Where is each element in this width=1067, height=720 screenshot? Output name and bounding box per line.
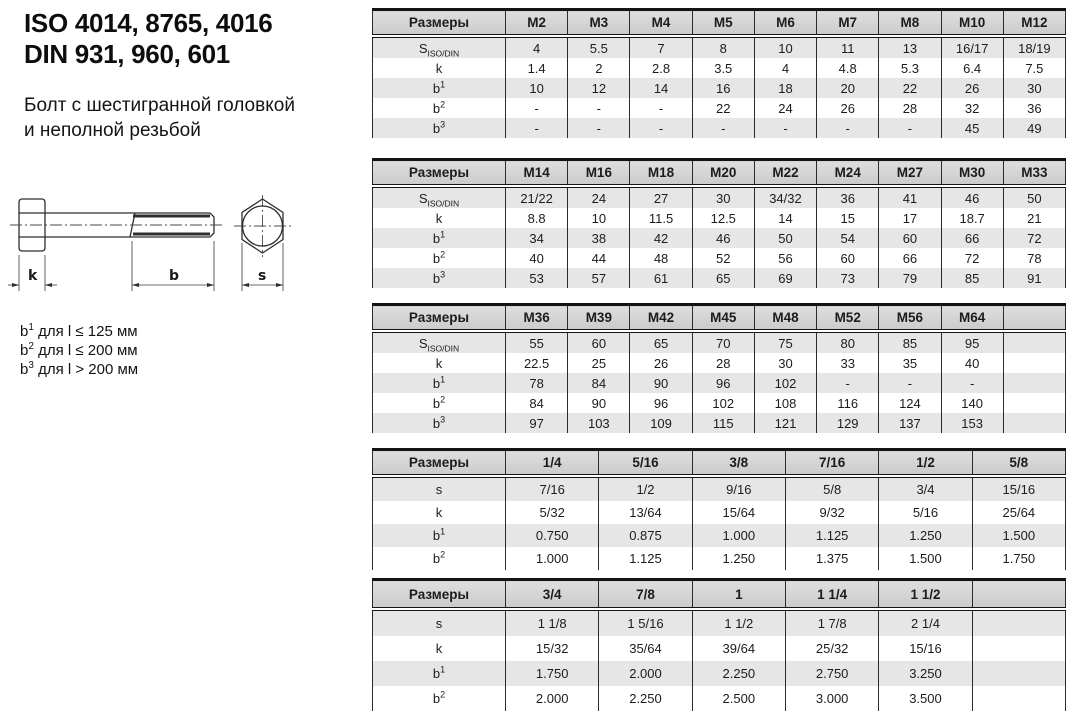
value-cell: 115 [692, 413, 754, 433]
value-cell: 40 [941, 353, 1003, 373]
value-cell: 61 [630, 268, 692, 288]
table-row [373, 609, 1066, 636]
value-cell [1003, 373, 1065, 393]
size-column-header: 1 1/4 [785, 580, 878, 610]
size-column-header: M45 [692, 305, 754, 332]
value-cell: 1.750 [506, 661, 599, 686]
value-cell: 5.3 [879, 58, 941, 78]
row-label: k [373, 58, 506, 78]
value-cell: 96 [630, 393, 692, 413]
value-cell: 24 [568, 186, 630, 208]
value-cell: 28 [879, 98, 941, 118]
value-cell: 5/32 [506, 501, 599, 524]
value-cell: - [879, 118, 941, 138]
value-cell: 26 [817, 98, 879, 118]
value-cell: 25 [568, 353, 630, 373]
size-column-header: M14 [506, 160, 568, 187]
value-cell: 46 [692, 228, 754, 248]
value-cell: 3.5 [692, 58, 754, 78]
table-row [373, 524, 1066, 547]
size-column-header: M48 [754, 305, 816, 332]
value-cell: 1.500 [879, 547, 972, 570]
value-cell: - [568, 118, 630, 138]
table-row [373, 393, 1066, 413]
value-cell: 65 [630, 331, 692, 353]
table-header-row [373, 580, 1066, 610]
value-cell: 17 [879, 208, 941, 228]
value-cell: - [879, 373, 941, 393]
value-cell: 30 [1003, 78, 1065, 98]
value-cell: 45 [941, 118, 1003, 138]
row-label: $b^3$ [373, 118, 506, 138]
table-row [373, 268, 1066, 288]
value-cell: 109 [630, 413, 692, 433]
row-label: k [373, 353, 506, 373]
value-cell: 102 [754, 373, 816, 393]
value-cell: 50 [1003, 186, 1065, 208]
dimension-b [132, 241, 214, 291]
value-cell: 28 [692, 353, 754, 373]
value-cell: - [692, 118, 754, 138]
value-cell: 24 [754, 98, 816, 118]
value-cell: 1.375 [785, 547, 878, 570]
metric-table-m36-m64 [372, 303, 1066, 433]
size-column-header: 1/4 [506, 450, 599, 477]
value-cell: 15/32 [506, 636, 599, 661]
value-cell: 5.5 [568, 36, 630, 58]
value-cell: 90 [568, 393, 630, 413]
value-cell: 3.250 [879, 661, 972, 686]
row-label: s [373, 476, 506, 501]
sizes-header-cell: Размеры [373, 450, 506, 477]
value-cell: 1 7/8 [785, 609, 878, 636]
table-row [373, 413, 1066, 433]
value-cell: 103 [568, 413, 630, 433]
value-cell: 79 [879, 268, 941, 288]
value-cell: 102 [692, 393, 754, 413]
size-column-header: 5/8 [972, 450, 1065, 477]
inch-table-3-4-to-1-1-2 [372, 578, 1066, 711]
value-cell: 20 [817, 78, 879, 98]
size-column-header: 1 1/2 [879, 580, 972, 610]
size-column-header: 3/4 [506, 580, 599, 610]
footnote-b3: $b^3$ для l > 200 мм [20, 360, 139, 378]
row-label: $b^3$ [373, 268, 506, 288]
size-column-header: M7 [817, 10, 879, 37]
size-column-header: M30 [941, 160, 1003, 187]
value-cell: 50 [754, 228, 816, 248]
size-column-header: M6 [754, 10, 816, 37]
value-cell: 33 [817, 353, 879, 373]
table-row [373, 78, 1066, 98]
size-column-header: M18 [630, 160, 692, 187]
value-cell: 25/32 [785, 636, 878, 661]
value-cell: 69 [754, 268, 816, 288]
row-label: $b^1$ [373, 78, 506, 98]
value-cell: 60 [879, 228, 941, 248]
value-cell: 32 [941, 98, 1003, 118]
value-cell [972, 636, 1065, 661]
value-cell: 15/16 [972, 476, 1065, 501]
value-cell [972, 661, 1065, 686]
value-cell: 2.000 [599, 661, 692, 686]
document-title [24, 8, 272, 70]
value-cell: 5/8 [785, 476, 878, 501]
value-cell: 8.8 [506, 208, 568, 228]
value-cell: 80 [817, 331, 879, 353]
row-label: $b^1$ [373, 228, 506, 248]
table-row [373, 36, 1066, 58]
value-cell: 16/17 [941, 36, 1003, 58]
size-column-header: M3 [568, 10, 630, 37]
size-column-header: M39 [568, 305, 630, 332]
value-cell: 46 [941, 186, 1003, 208]
value-cell [1003, 393, 1065, 413]
value-cell: 21 [1003, 208, 1065, 228]
inch-table-quarter-to-5-8 [372, 448, 1066, 570]
value-cell: 90 [630, 373, 692, 393]
value-cell: 153 [941, 413, 1003, 433]
value-cell: 7/16 [506, 476, 599, 501]
value-cell: 2.250 [692, 661, 785, 686]
size-column-header: M4 [630, 10, 692, 37]
value-cell: 42 [630, 228, 692, 248]
value-cell: 44 [568, 248, 630, 268]
value-cell: 9/32 [785, 501, 878, 524]
size-column-header [1003, 305, 1065, 332]
value-cell: 70 [692, 331, 754, 353]
sizes-header-cell: Размеры [373, 580, 506, 610]
row-label: $b^2$ [373, 248, 506, 268]
metric-table-m2-m12 [372, 8, 1066, 138]
value-cell: 7 [630, 36, 692, 58]
row-label: $S_{ISO/DIN}$ [373, 186, 506, 208]
value-cell: 41 [879, 186, 941, 208]
value-cell: 18/19 [1003, 36, 1065, 58]
value-cell: 48 [630, 248, 692, 268]
size-column-header: M56 [879, 305, 941, 332]
row-label: $b^2$ [373, 98, 506, 118]
value-cell [972, 686, 1065, 711]
value-cell: - [630, 98, 692, 118]
value-cell: 52 [692, 248, 754, 268]
value-cell: 1.750 [972, 547, 1065, 570]
value-cell: 15 [817, 208, 879, 228]
row-label: $b^1$ [373, 661, 506, 686]
value-cell: 1 1/2 [692, 609, 785, 636]
value-cell: 18 [754, 78, 816, 98]
value-cell: 75 [754, 331, 816, 353]
value-cell: 55 [506, 331, 568, 353]
value-cell: 60 [568, 331, 630, 353]
value-cell: 16 [692, 78, 754, 98]
row-label: $b^2$ [373, 686, 506, 711]
value-cell: 27 [630, 186, 692, 208]
value-cell: 35/64 [599, 636, 692, 661]
value-cell: 0.875 [599, 524, 692, 547]
sizes-header-cell: Размеры [373, 160, 506, 187]
value-cell: 4 [754, 58, 816, 78]
value-cell [972, 609, 1065, 636]
row-label: $b^2$ [373, 547, 506, 570]
table-row [373, 501, 1066, 524]
value-cell: 7.5 [1003, 58, 1065, 78]
value-cell: 66 [879, 248, 941, 268]
value-cell: 40 [506, 248, 568, 268]
value-cell: 18.7 [941, 208, 1003, 228]
row-label: $b^2$ [373, 393, 506, 413]
size-column-header: 7/16 [785, 450, 878, 477]
table-row [373, 98, 1066, 118]
size-column-header: 1 [692, 580, 785, 610]
value-cell: 10 [568, 208, 630, 228]
value-cell: 12.5 [692, 208, 754, 228]
value-cell: 22 [879, 78, 941, 98]
value-cell: 10 [506, 78, 568, 98]
value-cell: 13/64 [599, 501, 692, 524]
value-cell: 95 [941, 331, 1003, 353]
value-cell: 36 [817, 186, 879, 208]
value-cell: 3/4 [879, 476, 972, 501]
value-cell: 2.250 [599, 686, 692, 711]
value-cell: 13 [879, 36, 941, 58]
value-cell: 2 [568, 58, 630, 78]
value-cell: 14 [630, 78, 692, 98]
size-column-header: 1/2 [879, 450, 972, 477]
value-cell: 11.5 [630, 208, 692, 228]
table-header-row [373, 160, 1066, 187]
table-row [373, 353, 1066, 373]
value-cell: 25/64 [972, 501, 1065, 524]
size-column-header: M22 [754, 160, 816, 187]
table-header-row [373, 305, 1066, 332]
value-cell: 73 [817, 268, 879, 288]
value-cell: 15/64 [692, 501, 785, 524]
value-cell: 1.500 [972, 524, 1065, 547]
table-row [373, 228, 1066, 248]
value-cell: 1.000 [506, 547, 599, 570]
value-cell: - [568, 98, 630, 118]
value-cell: 0.750 [506, 524, 599, 547]
footnote-b1: $b^1$ для l ≤ 125 мм [20, 322, 138, 340]
value-cell: 1.250 [692, 547, 785, 570]
value-cell: 85 [879, 331, 941, 353]
value-cell: 4 [506, 36, 568, 58]
value-cell: 34 [506, 228, 568, 248]
table-row [373, 208, 1066, 228]
size-column-header: M10 [941, 10, 1003, 37]
row-label: k [373, 208, 506, 228]
description-line-1: Болт с шестигранной головкой [24, 95, 295, 116]
value-cell: 15/16 [879, 636, 972, 661]
value-cell: 1 5/16 [599, 609, 692, 636]
value-cell: 1.125 [599, 547, 692, 570]
value-cell: 26 [630, 353, 692, 373]
value-cell: 49 [1003, 118, 1065, 138]
size-column-header: M33 [1003, 160, 1065, 187]
size-column-header: 5/16 [599, 450, 692, 477]
value-cell: 14 [754, 208, 816, 228]
value-cell: 12 [568, 78, 630, 98]
row-label: $S_{ISO/DIN}$ [373, 36, 506, 58]
description-line-2: и неполной резьбой [24, 120, 201, 141]
row-label: $S_{ISO/DIN}$ [373, 331, 506, 353]
value-cell: 2.8 [630, 58, 692, 78]
size-column-header: M24 [817, 160, 879, 187]
value-cell: 30 [754, 353, 816, 373]
dimension-k [8, 255, 57, 291]
table-row [373, 331, 1066, 353]
table-header-row [373, 450, 1066, 477]
value-cell: 65 [692, 268, 754, 288]
value-cell: - [506, 98, 568, 118]
value-cell: 22.5 [506, 353, 568, 373]
footnote-b2: $b^2$ для l ≤ 200 мм [20, 341, 138, 359]
table-row [373, 373, 1066, 393]
value-cell: 84 [568, 373, 630, 393]
metric-table-m14-m33 [372, 158, 1066, 288]
value-cell: 53 [506, 268, 568, 288]
value-cell: 72 [941, 248, 1003, 268]
table-row [373, 661, 1066, 686]
size-column-header: M16 [568, 160, 630, 187]
table-row [373, 118, 1066, 138]
value-cell: 129 [817, 413, 879, 433]
size-column-header [972, 580, 1065, 610]
value-cell: 8 [692, 36, 754, 58]
value-cell: 9/16 [692, 476, 785, 501]
table-row [373, 547, 1066, 570]
product-description [24, 93, 295, 143]
value-cell: - [754, 118, 816, 138]
size-column-header: M36 [506, 305, 568, 332]
size-column-header: M12 [1003, 10, 1065, 37]
row-label: k [373, 636, 506, 661]
row-label: $b^1$ [373, 373, 506, 393]
value-cell: 2.750 [785, 661, 878, 686]
row-label: k [373, 501, 506, 524]
value-cell: 137 [879, 413, 941, 433]
value-cell: 124 [879, 393, 941, 413]
value-cell [1003, 353, 1065, 373]
value-cell: 26 [941, 78, 1003, 98]
value-cell: 84 [506, 393, 568, 413]
value-cell: 140 [941, 393, 1003, 413]
row-label: $b^1$ [373, 524, 506, 547]
value-cell: 1.000 [692, 524, 785, 547]
value-cell: - [941, 373, 1003, 393]
value-cell: 60 [817, 248, 879, 268]
table-row [373, 476, 1066, 501]
value-cell: 2.000 [506, 686, 599, 711]
value-cell: 5/16 [879, 501, 972, 524]
value-cell: - [630, 118, 692, 138]
sizes-header-cell: Размеры [373, 305, 506, 332]
value-cell: - [817, 373, 879, 393]
size-column-header: M2 [506, 10, 568, 37]
size-column-header: M42 [630, 305, 692, 332]
table-row [373, 636, 1066, 661]
title-iso-line: ISO 4014, 8765, 4016 [24, 8, 273, 38]
table-row [373, 248, 1066, 268]
value-cell: 57 [568, 268, 630, 288]
value-cell [1003, 413, 1065, 433]
value-cell: 78 [506, 373, 568, 393]
size-column-header: M8 [879, 10, 941, 37]
value-cell: 96 [692, 373, 754, 393]
title-din-line: DIN 931, 960, 601 [24, 39, 230, 69]
value-cell: 97 [506, 413, 568, 433]
value-cell: 39/64 [692, 636, 785, 661]
value-cell: 78 [1003, 248, 1065, 268]
value-cell: 2 1/4 [879, 609, 972, 636]
sizes-header-cell: Размеры [373, 10, 506, 37]
dimension-label-b: b [169, 268, 180, 284]
value-cell: 91 [1003, 268, 1065, 288]
value-cell: 85 [941, 268, 1003, 288]
value-cell: 56 [754, 248, 816, 268]
value-cell: 54 [817, 228, 879, 248]
value-cell: 1.250 [879, 524, 972, 547]
value-cell: 21/22 [506, 186, 568, 208]
table-row [373, 686, 1066, 711]
value-cell: 108 [754, 393, 816, 413]
value-cell: 10 [754, 36, 816, 58]
value-cell: 30 [692, 186, 754, 208]
value-cell: - [506, 118, 568, 138]
footnotes [20, 322, 138, 379]
table-header-row [373, 10, 1066, 37]
value-cell [1003, 331, 1065, 353]
value-cell: 36 [1003, 98, 1065, 118]
value-cell: 6.4 [941, 58, 1003, 78]
value-cell: 34/32 [754, 186, 816, 208]
value-cell: 72 [1003, 228, 1065, 248]
value-cell: 2.500 [692, 686, 785, 711]
value-cell: 116 [817, 393, 879, 413]
size-column-header: 7/8 [599, 580, 692, 610]
size-column-header: M64 [941, 305, 1003, 332]
row-label: $b^3$ [373, 413, 506, 433]
value-cell: 38 [568, 228, 630, 248]
dimension-label-k: k [28, 268, 38, 284]
table-row [373, 58, 1066, 78]
value-cell: 1.125 [785, 524, 878, 547]
bolt-technical-drawing [8, 183, 318, 318]
value-cell: - [817, 118, 879, 138]
size-column-header: M5 [692, 10, 754, 37]
size-column-header: M20 [692, 160, 754, 187]
value-cell: 1.4 [506, 58, 568, 78]
row-label: s [373, 609, 506, 636]
value-cell: 1/2 [599, 476, 692, 501]
value-cell: 35 [879, 353, 941, 373]
value-cell: 66 [941, 228, 1003, 248]
value-cell: 3.000 [785, 686, 878, 711]
value-cell: 121 [754, 413, 816, 433]
size-column-header: 3/8 [692, 450, 785, 477]
dimension-label-s: s [258, 268, 267, 284]
value-cell: 4.8 [817, 58, 879, 78]
size-column-header: M27 [879, 160, 941, 187]
value-cell: 22 [692, 98, 754, 118]
value-cell: 11 [817, 36, 879, 58]
table-row [373, 186, 1066, 208]
value-cell: 1 1/8 [506, 609, 599, 636]
value-cell: 3.500 [879, 686, 972, 711]
size-column-header: M52 [817, 305, 879, 332]
